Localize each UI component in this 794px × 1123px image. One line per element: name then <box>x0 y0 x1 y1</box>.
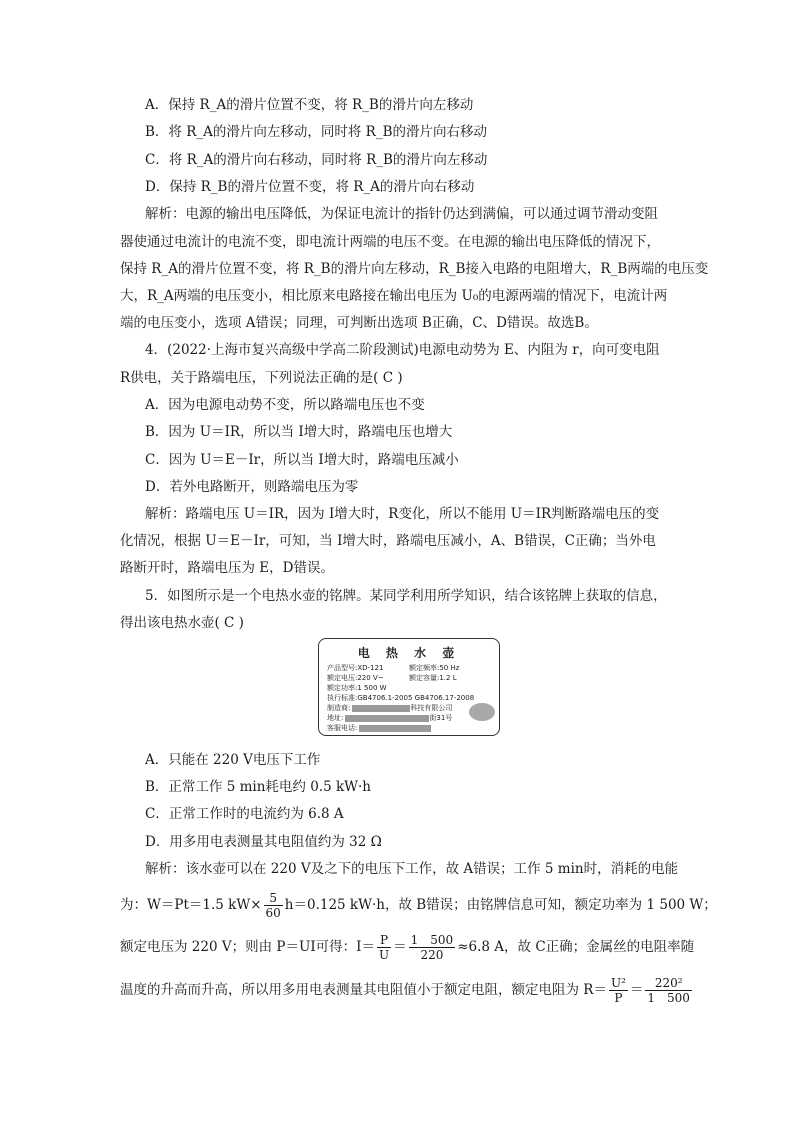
q4-explanation-line-3: 路断开时，路端电压为 E，D错误。 <box>120 560 334 576</box>
frac-numerator: 5 <box>264 891 283 906</box>
nameplate-maker-label: 制造商: <box>327 704 351 712</box>
redacted-block <box>345 715 429 722</box>
frac-denominator: 60 <box>265 906 281 920</box>
q3-explanation-line-3: 保持 R_A的滑片位置不变，将 R_B的滑片向左移动，R_B接入电路的电阻增大，R_B两端的电压变 <box>120 261 709 277</box>
q5-expl-3b: ≈6.8 A，故 C正确；金属丝的电阻率随 <box>457 939 695 955</box>
q3-option-a: A．保持 R_A的滑片位置不变，将 R_B的滑片向左移动 <box>145 97 474 113</box>
nameplate-maker-suffix: 科技有限公司 <box>410 704 453 712</box>
fraction-u2-over-p <box>609 976 628 1005</box>
q5-option-a: A．只能在 220 V电压下工作 <box>145 752 321 768</box>
fraction-220sq-over-1500 <box>645 976 692 1005</box>
q4-option-c: C．因为 U＝E－Ir，所以当 I增大时，路端电压减小 <box>145 452 459 468</box>
frac-denominator: U <box>379 948 390 962</box>
fraction-1500-over-220 <box>409 933 456 962</box>
equals-sign: ＝ <box>393 939 407 955</box>
fraction-5-over-60 <box>264 891 283 920</box>
nameplate-standard: 执行标准:GB4706.1-2005 GB4706.17-2008 <box>327 694 475 702</box>
frac-denominator: 220 <box>420 948 444 962</box>
q5-stem-line-2: 得出该电热水壶( C ) <box>120 615 244 631</box>
q3-option-c: C．将 R_A的滑片向右移动，同时将 R_B的滑片向左移动 <box>145 152 488 168</box>
q5-option-d: D．用多用电表测量其电阻值约为 32 Ω <box>145 834 382 850</box>
frac-numerator: 1 500 <box>410 933 454 947</box>
equals-sign: ＝ <box>629 982 644 998</box>
q5-explanation-line-1: 解析：该水壶可以在 220 V及之下的电压下工作，故 A错误；工作 5 min时，消耗的电能 <box>145 861 679 877</box>
q5-expl-2a: 为：W＝Pt＝1.5 kW× <box>120 897 262 913</box>
q5-explanation-line-3 <box>120 932 694 962</box>
q3-option-d: D．保持 R_B的滑片位置不变，将 R_A的滑片向右移动 <box>145 179 475 195</box>
nameplate-address <box>327 713 452 723</box>
nameplate-phone <box>327 723 431 733</box>
nameplate-title: 电 热 水 壶 <box>357 646 461 660</box>
q3-explanation-line-2: 器使通过电流计的电流不变，即电流计两端的电压不变。在电源的输出电压降低的情况下， <box>120 234 660 250</box>
q5-option-b: B．正常工作 5 min耗电约 0.5 kW·h <box>145 779 371 795</box>
nameplate-capacity: 额定容量:1.2 L <box>409 674 457 682</box>
nameplate-address-suffix: 街31号 <box>429 714 453 722</box>
q5-explanation-line-2 <box>120 890 717 920</box>
nameplate-address-label: 地址: <box>327 714 344 722</box>
redacted-block <box>359 725 431 732</box>
q4-option-a: A．因为电源电动势不变，所以路端电压也不变 <box>145 397 425 413</box>
q4-stem-line-1: 4．(2022·上海市复兴高级中学高二阶段测试)电源电动势为 E、内阻为 r，向可变电阻 <box>145 342 660 358</box>
frac-numerator: 220² <box>645 976 692 991</box>
q3-explanation-line-1: 解析：电源的输出电压降低，为保证电流计的指针仍达到满偏，可以通过调节滑动变阻 <box>145 206 658 222</box>
q5-stem-line-1: 5．如图所示是一个电热水壶的铭牌。某同学利用所学知识，结合该铭牌上获取的信息， <box>145 588 667 604</box>
q4-option-b: B．因为 U＝IR，所以当 I增大时，路端电压也增大 <box>145 424 453 440</box>
nameplate-power: 额定功率:1 500 W <box>327 684 387 692</box>
frac-denominator: 1 500 <box>647 991 690 1005</box>
frac-numerator: U² <box>610 976 626 990</box>
q5-explanation-line-4 <box>120 975 694 1005</box>
q5-expl-4a: 温度的升高而升高，所以用多用电表测量其电阻值小于额定电阻，额定电阻为 R＝ <box>120 982 607 998</box>
q4-stem-line-2: R供电，关于路端电压，下列说法正确的是( C ) <box>120 370 403 386</box>
q4-option-d: D．若外电路断开，则路端电压为零 <box>145 479 359 495</box>
q3-option-b: B．将 R_A的滑片向左移动，同时将 R_B的滑片向右移动 <box>145 124 488 140</box>
nameplate-maker <box>327 703 452 713</box>
redacted-block <box>352 705 410 712</box>
q3-explanation-line-5: 端的电压变小，选项 A错误；同理，可判断出选项 B正确，C、D错误。故选B。 <box>120 315 598 331</box>
nameplate-frequency: 额定频率:50 Hz <box>409 664 460 672</box>
nameplate-model: 产品型号:XD-121 <box>327 664 384 672</box>
q5-option-c: C．正常工作时的电流约为 6.8 A <box>145 806 344 822</box>
fraction-p-over-u <box>377 933 391 962</box>
q5-expl-3a: 额定电压为 220 V；则由 P＝UI可得：I＝ <box>120 939 376 955</box>
frac-numerator: P <box>377 933 391 948</box>
kettle-nameplate <box>318 638 500 736</box>
q4-explanation-line-1: 解析：路端电压 U＝IR，因为 I增大时，R变化，所以不能用 U＝IR判断路端电压的变 <box>145 506 660 522</box>
q4-explanation-line-2: 化情况，根据 U＝E－Ir，可知，当 I增大时，路端电压减小，A、B错误，C正确；当外电 <box>120 533 656 549</box>
nameplate-logo-oval <box>469 703 495 721</box>
nameplate-phone-label: 客服电话: <box>327 724 358 732</box>
q5-expl-2b: h＝0.125 kW·h，故 B错误；由铭牌信息可知，额定功率为 1 500 W； <box>284 897 717 913</box>
nameplate-voltage: 额定电压:220 V~ <box>327 674 384 682</box>
q3-explanation-line-4: 大，R_A两端的电压变小，相比原来电路接在输出电压为 U₀的电源两端的情况下，电流计两 <box>120 288 668 304</box>
frac-denominator: P <box>614 991 623 1005</box>
